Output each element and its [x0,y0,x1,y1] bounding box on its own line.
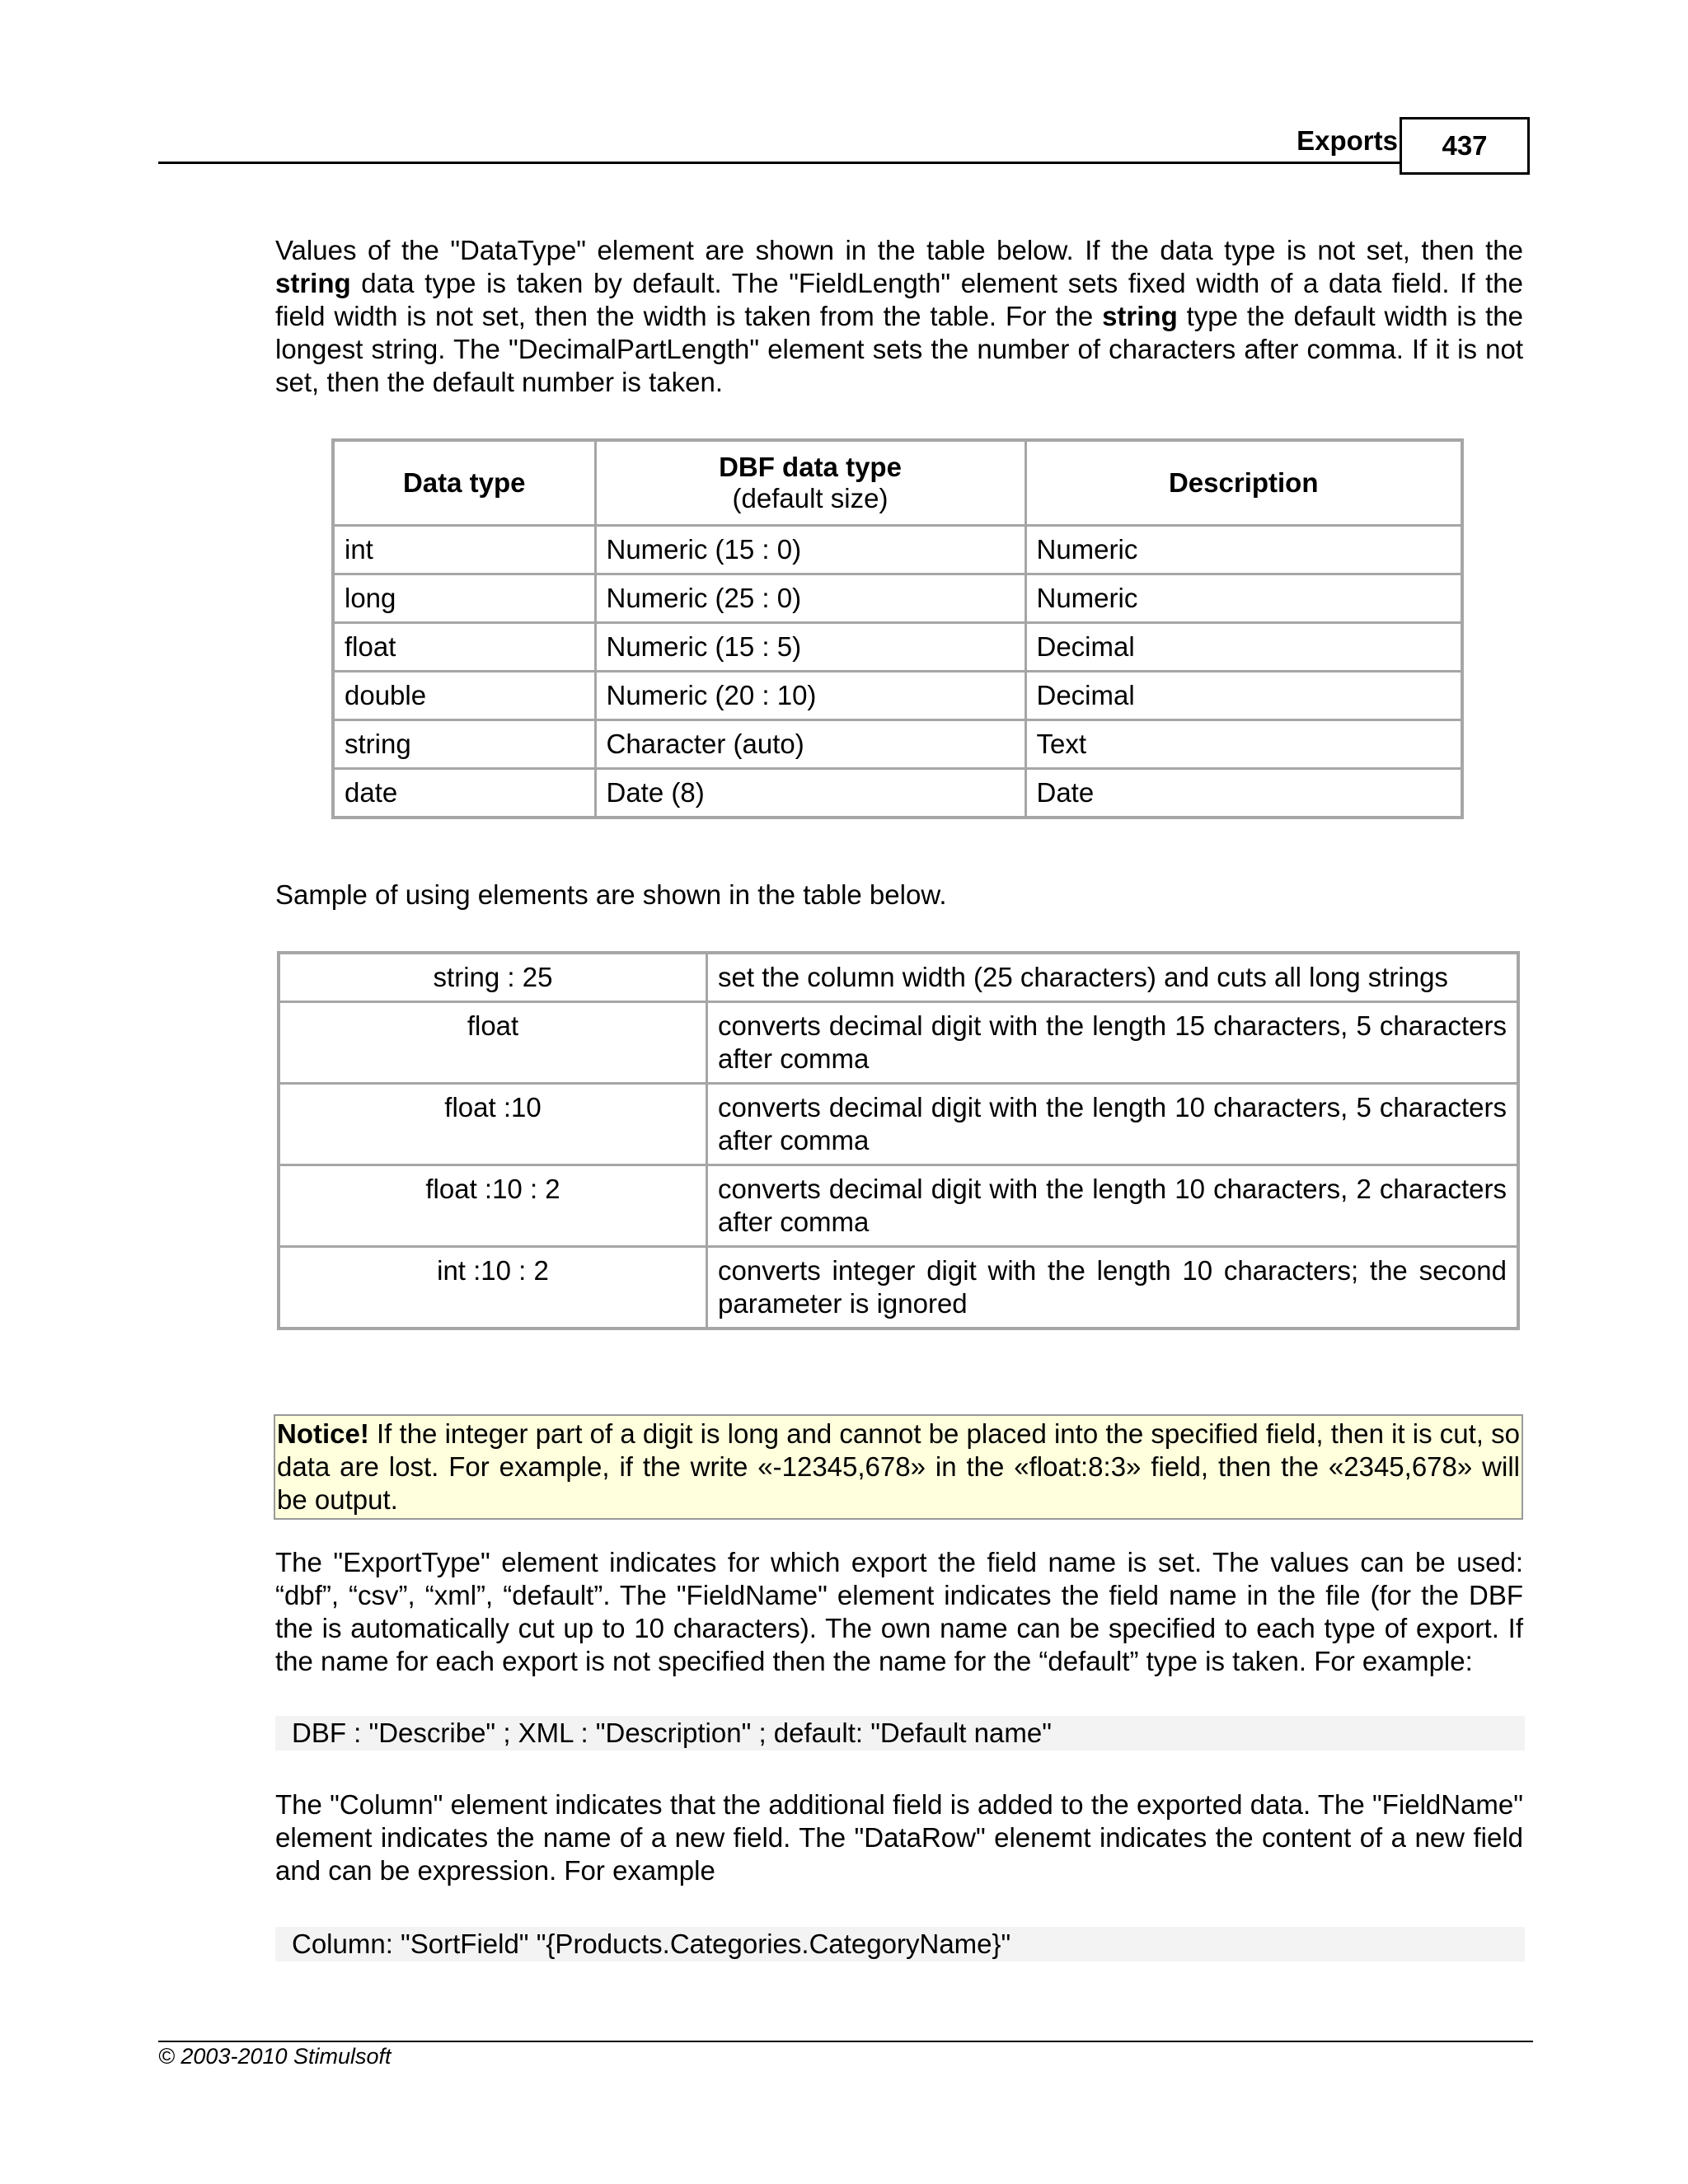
notice-label: Notice! [277,1418,369,1449]
table-row [279,1084,1518,1165]
cell-description: converts decimal digit with the length 10 characters, 5 characters after comma [707,1084,1519,1165]
intro-text-2: data type is taken by default. The "FieldLength" element sets fixed width of a data field. If the field width is not set, then the width is taken from the table. For the [275,268,1523,331]
table-row [279,953,1518,1002]
cell-dbf: Date (8) [595,769,1025,818]
cell-code: float :10 [279,1084,707,1165]
table-row [333,623,1462,672]
intro-paragraph [275,234,1523,399]
cell-description: converts decimal digit with the length 10 characters, 2 characters after comma [707,1165,1519,1247]
page-number: 437 [1400,117,1530,175]
table-row [333,769,1462,818]
footer-copyright: © 2003-2010 Stimulsoft [158,2044,392,2069]
code-example-2: Column: "SortField" "{Products.Categories.CategoryName}" [275,1927,1525,1961]
data-types-table [331,438,1464,819]
table-row [279,1002,1518,1084]
footer-divider [158,2041,1533,2042]
cell-code: float [279,1002,707,1084]
cell-description: converts decimal digit with the length 15 characters, 5 characters after comma [707,1002,1519,1084]
cell-type: float [333,623,595,672]
column-paragraph: The "Column" element indicates that the additional field is added to the exported data. The "FieldName" element indicates the name of a new field. The "DataRow" elenemt indicates the content of a new field and can be expression. For example [275,1789,1523,1886]
cell-dbf: Numeric (15 : 5) [595,623,1025,672]
sample-usage-table [277,951,1520,1330]
cell-type: long [333,574,595,623]
header-description: Description [1025,440,1462,526]
cell-description: Numeric [1025,574,1462,623]
intro-text-1: Values of the "DataType" element are shown in the table below. If the data type is not set, then the [275,235,1523,265]
notice-text: If the integer part of a digit is long and cannot be placed into the specified field, then it is cut, so data are lost. For example, if the write «-12345,678» in the «float:8:3» field, then the «2345,678» will be output. [277,1418,1520,1515]
sample-intro: Sample of using elements are shown in the table below. [275,879,947,910]
cell-description: Text [1025,720,1462,769]
cell-description: Decimal [1025,672,1462,720]
table-row [279,1165,1518,1247]
table-row [333,526,1462,574]
cell-dbf: Numeric (25 : 0) [595,574,1025,623]
notice-box [274,1414,1523,1520]
header-data-type: Data type [333,440,595,526]
cell-description: converts integer digit with the length 10 characters; the second parameter is ignored [707,1247,1519,1329]
cell-dbf: Character (auto) [595,720,1025,769]
cell-dbf: Numeric (20 : 10) [595,672,1025,720]
header-dbf-label: DBF data type [719,452,902,482]
table-row [279,1247,1518,1329]
cell-type: date [333,769,595,818]
intro-text-3: type the default width is the longest string. The "DecimalPartLength" element sets the number of characters after comma. If it is not set, then the default number is taken. [275,301,1523,397]
cell-description: Numeric [1025,526,1462,574]
cell-code: int :10 : 2 [279,1247,707,1329]
table-row [333,574,1462,623]
code-example-1: DBF : "Describe" ; XML : "Description" ; default: "Default name" [275,1716,1525,1750]
table-header-row [333,440,1462,526]
cell-description: Decimal [1025,623,1462,672]
cell-description: set the column width (25 characters) and cuts all long strings [707,953,1519,1002]
cell-type: int [333,526,595,574]
header-dbf-data-type [595,440,1025,526]
header-divider [158,162,1401,164]
header-dbf-sublabel: (default size) [732,483,889,513]
section-title: Exports [1296,125,1398,156]
intro-bold-string-2: string [1102,301,1178,331]
table-row [333,672,1462,720]
intro-bold-string-1: string [275,268,351,298]
table-row [333,720,1462,769]
cell-type: double [333,672,595,720]
export-type-paragraph: The "ExportType" element indicates for which export the field name is set. The values can be used: “dbf”, “csv”, “xml”, “default”. The "FieldName" element indicates the field name in the file (for the DBF the is automatically cut up to 10 characters). The own name can be specified to each type of export. If the name for each export is not specified then the name for the “default” type is taken. For example: [275,1547,1523,1676]
cell-code: float :10 : 2 [279,1165,707,1247]
cell-code: string : 25 [279,953,707,1002]
cell-type: string [333,720,595,769]
cell-dbf: Numeric (15 : 0) [595,526,1025,574]
cell-description: Date [1025,769,1462,818]
